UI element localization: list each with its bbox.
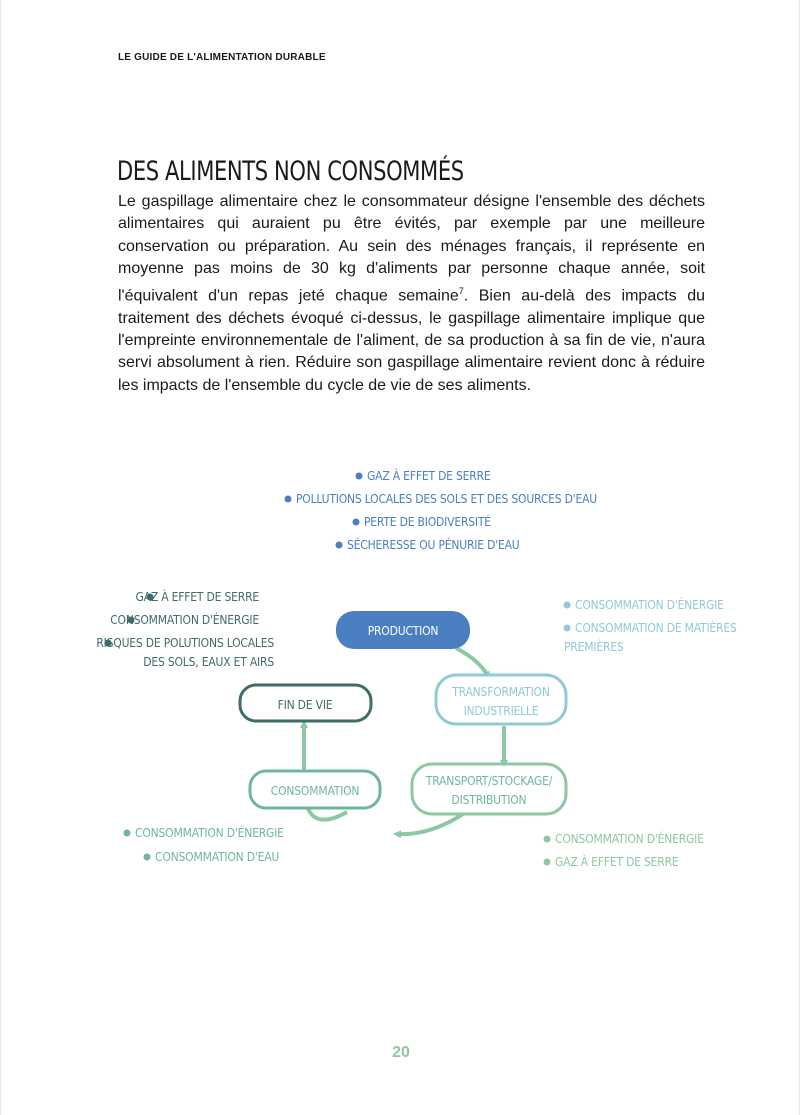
impact-transformation-3: PREMIÈRES bbox=[564, 640, 624, 654]
bullet-icon bbox=[544, 859, 551, 866]
impact-transformation-1: CONSOMMATION D'ÉNERGIE bbox=[575, 598, 724, 612]
life-cycle-diagram bbox=[1, 455, 800, 885]
impact-production-2: POLLUTIONS LOCALES DES SOLS ET DES SOURCES D'EAU bbox=[296, 492, 597, 506]
running-header: LE GUIDE DE L'ALIMENTATION DURABLE bbox=[118, 52, 326, 63]
impact-transport-2: GAZ À EFFET DE SERRE bbox=[555, 855, 679, 869]
impact-production-4: SÉCHERESSE OU PÉNURIE D'EAU bbox=[347, 538, 520, 552]
footnote-reference: 7 bbox=[458, 286, 464, 297]
stage-production-label: PRODUCTION bbox=[367, 624, 439, 638]
stage-fin-de-vie-label: FIN DE VIE bbox=[277, 698, 333, 712]
impact-fin-de-vie-2: CONSOMMATION D'ÉNERGIE bbox=[110, 613, 259, 627]
impact-consommation-1: CONSOMMATION D'ÉNERGIE bbox=[135, 826, 284, 840]
bullet-icon bbox=[336, 542, 343, 549]
impact-transformation-2: CONSOMMATION DE MATIÈRES bbox=[575, 621, 737, 635]
arrow-production-to-transformation bbox=[456, 648, 488, 676]
impact-fin-de-vie-4: DES SOLS, EAUX ET AIRS bbox=[143, 655, 274, 669]
impact-transport-1: CONSOMMATION D'ÉNERGIE bbox=[555, 832, 704, 846]
impact-fin-de-vie-1: GAZ À EFFET DE SERRE bbox=[135, 590, 259, 604]
impact-fin-de-vie-3: RISQUES DE POLUTIONS LOCALES bbox=[96, 636, 274, 650]
bullet-icon bbox=[544, 836, 551, 843]
bullet-icon bbox=[124, 830, 131, 837]
bullet-icon bbox=[564, 602, 571, 609]
bullet-icon bbox=[353, 519, 360, 526]
bullet-icon bbox=[356, 473, 363, 480]
bullet-icon bbox=[285, 496, 292, 503]
stage-transformation-label-2: INDUSTRIELLE bbox=[463, 704, 539, 718]
section-title: DES ALIMENTS NON CONSOMMÉS bbox=[117, 156, 464, 187]
paragraph-part-b: . Bien au-delà des impacts du traitement des déchets évoqué ci-dessus, le gaspillage alimentaire implique que l'empreinte environnementale de l'aliment, de sa production à sa fin de vie, n'aura servi absolument à rien. Réduire son gaspillage alimentaire revient donc à réduire les impacts de l'ensemble du cycle de vie de ses aliments. bbox=[118, 287, 705, 394]
impact-production-1: GAZ À EFFET DE SERRE bbox=[367, 469, 491, 483]
bullet-icon bbox=[144, 854, 151, 861]
page-number: 20 bbox=[392, 1044, 410, 1061]
paragraph-part-a: Le gaspillage alimentaire chez le consommateur désigne l'ensemble des déchets alimentaires qui auraient pu être évités, par exemple par une meilleure conservation ou préparation. Au sein des ménages français, il représente en moyenne pas moins de 30 kg d'aliments par personne chaque année, soit l'équivalent d'un repas jeté chaque semaine bbox=[118, 193, 705, 305]
body-paragraph bbox=[118, 191, 705, 397]
stage-transport-label-2: DISTRIBUTION bbox=[451, 793, 527, 807]
stage-transport-label-1: TRANSPORT/STOCKAGE/ bbox=[425, 774, 553, 788]
stage-consommation-label: CONSOMMATION bbox=[270, 784, 360, 798]
impact-production-3: PERTE DE BIODIVERSITÉ bbox=[364, 515, 491, 529]
stage-transformation-label-1: TRANSFORMATION bbox=[452, 685, 550, 699]
impact-consommation-2: CONSOMMATION D'EAU bbox=[155, 850, 280, 864]
bullet-icon bbox=[564, 625, 571, 632]
